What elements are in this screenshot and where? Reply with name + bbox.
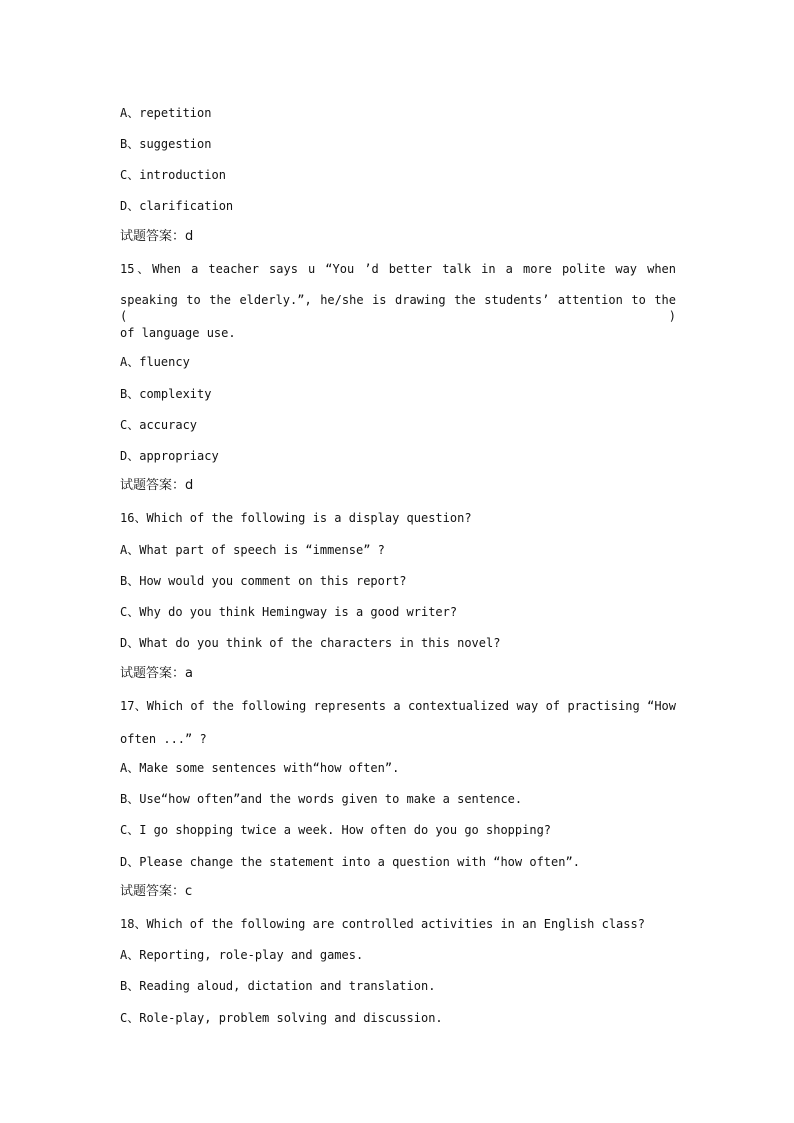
q16-question: 16、Which of the following is a display question? — [120, 511, 472, 525]
q17-option-d: D、Please change the statement into a question with “how often”. — [120, 855, 580, 869]
q15-option-a: A、fluency — [120, 355, 190, 369]
q15-question-line-1: 15、When a teacher says u “You ’d better talk in a more polite way when — [120, 262, 676, 276]
q16-option-c: C、Why do you think Hemingway is a good writer? — [120, 605, 458, 619]
q16-answer: 试题答案：a — [120, 666, 193, 681]
q15-question-line-2: speaking to the elderly.”, he/she is drawing the students’ attention to the ( ) — [120, 293, 676, 323]
q14-option-d: D、clarification — [120, 199, 234, 213]
q16-option-d: D、What do you think of the characters in this novel? — [120, 636, 501, 650]
q14-answer: 试题答案：d — [120, 229, 194, 244]
q16-option-a: A、What part of speech is “immense” ? — [120, 543, 385, 557]
q15-question-line-3: of language use. — [120, 326, 236, 340]
q17-answer: 试题答案：c — [120, 884, 193, 899]
q17-question-line-1: 17、Which of the following represents a contextualized way of practising “How — [120, 699, 676, 713]
q15-option-d: D、appropriacy — [120, 449, 219, 463]
q18-question: 18、Which of the following are controlled activities in an English class? — [120, 917, 645, 931]
q16-option-b: B、How would you comment on this report? — [120, 574, 407, 588]
q17-option-c: C、I go shopping twice a week. How often do you go shopping? — [120, 823, 552, 837]
q17-question-line-2: often ...” ? — [120, 732, 207, 746]
q15-answer: 试题答案：d — [120, 478, 194, 493]
q18-option-b: B、Reading aloud, dictation and translation. — [120, 979, 436, 993]
q17-option-a: A、Make some sentences with“how often”. — [120, 761, 400, 775]
q14-option-a: A、repetition — [120, 106, 212, 120]
q14-option-c: C、introduction — [120, 168, 226, 182]
q18-option-c: C、Role-play, problem solving and discussion. — [120, 1011, 443, 1025]
q17-option-b: B、Use“how often”and the words given to make a sentence. — [120, 792, 523, 806]
q15-option-c: C、accuracy — [120, 418, 198, 432]
q15-option-b: B、complexity — [120, 387, 212, 401]
q18-option-a: A、Reporting, role-play and games. — [120, 948, 364, 962]
q14-option-b: B、suggestion — [120, 137, 212, 151]
